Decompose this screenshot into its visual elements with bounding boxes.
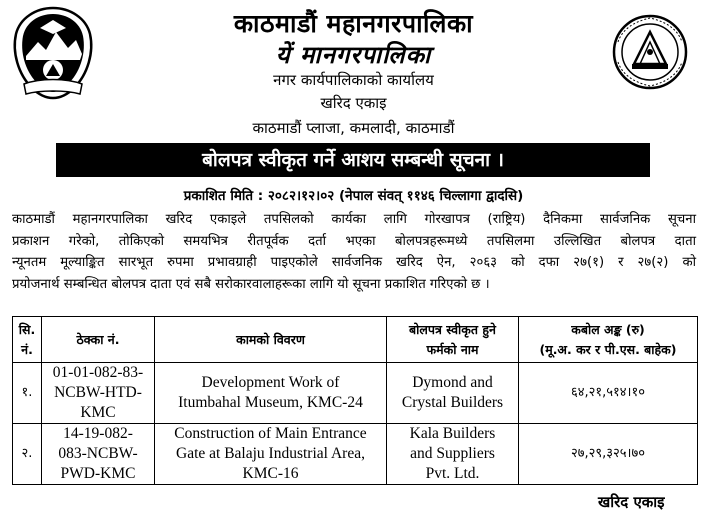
org-name: काठमाडौं महानगरपालिका <box>233 9 474 38</box>
notice-title: बोलपत्र स्वीकृत गर्ने आशय सम्बन्धी सूचना । <box>56 143 650 177</box>
unit-name: खरिद एकाइ <box>320 94 387 112</box>
table-row <box>13 363 698 424</box>
col-header-sn: सि. नं. <box>13 317 42 363</box>
cell-firm: Dymond and Crystal Builders <box>387 363 519 424</box>
body-line: न्यूनतम मूल्याङ्कित सारभूत रुपमा प्रभावग्राही पाइएकोले सार्वजनिक खरिद ऐन, २०६३ को दफा २७(१) र २७(२) को <box>12 255 696 270</box>
cell-description: Construction of Main Entrance Gate at Balaju Industrial Area, KMC-16 <box>155 424 387 485</box>
cell-description: Development Work of Itumbahal Museum, KMC-24 <box>155 363 387 424</box>
cell-amount: २७,२९,३२५।७० <box>519 424 698 485</box>
office-name: नगर कार्यपालिकाको कार्यालय <box>273 71 434 89</box>
cell-sn: १. <box>13 363 42 424</box>
footer-signature: खरिद एकाइ <box>598 493 665 511</box>
col-header-description: कामको विवरण <box>155 317 387 363</box>
published-date: प्रकाशित मिति : २०८२।१२।०२ (नेपाल संवत् ११४६ चिल्लागा द्वादसि) <box>183 188 524 204</box>
cell-firm: Kala Builders and Suppliers Pvt. Ltd. <box>387 424 519 485</box>
office-address: काठमाडौं प्लाजा, कमलादी, काठमाडौं <box>252 119 455 137</box>
bid-table <box>12 316 698 485</box>
body-line: प्रयोजनार्थ सम्बन्धित बोलपत्र दाता एवं सबै सरोकारवालाहरूका लागि यो सूचना प्रकाशित गरिएको छ । <box>12 276 490 292</box>
col-header-contract-no: ठेक्का नं. <box>42 317 155 363</box>
col-header-firm: बोलपत्र स्वीकृत हुने फर्मको नाम <box>387 317 519 363</box>
table-header-row <box>13 317 698 363</box>
cell-contract-no: 01-01-082-83- NCBW-HTD- KMC <box>42 363 155 424</box>
notice-body <box>12 209 696 295</box>
cell-contract-no: 14-19-082- 083-NCBW- PWD-KMC <box>42 424 155 485</box>
body-line: प्रकाशन गरेको, तोकिएको समयभित्र रीतपूर्वक दर्ता भएका बोलपत्रहरूमध्ये तपसिलमा उल्लिखित बोलपत्र दाता <box>12 233 696 249</box>
table-row <box>13 424 698 485</box>
body-line: काठमाडौं महानगरपालिका खरिद एकाइले तपसिलको कार्यका लागि गोरखापत्र (राष्ट्रिय) दैनिकमा सार्वजनिक सूचना <box>12 212 696 227</box>
cell-sn: २. <box>13 424 42 485</box>
org-name-script: यें मानगरपालिका <box>275 41 432 69</box>
col-header-amount: कबोल अङ्क (रु) (मू.अ. कर र पी.एस. बाहेक) <box>519 317 698 363</box>
cell-amount: ६४,२१,५१४।१० <box>519 363 698 424</box>
